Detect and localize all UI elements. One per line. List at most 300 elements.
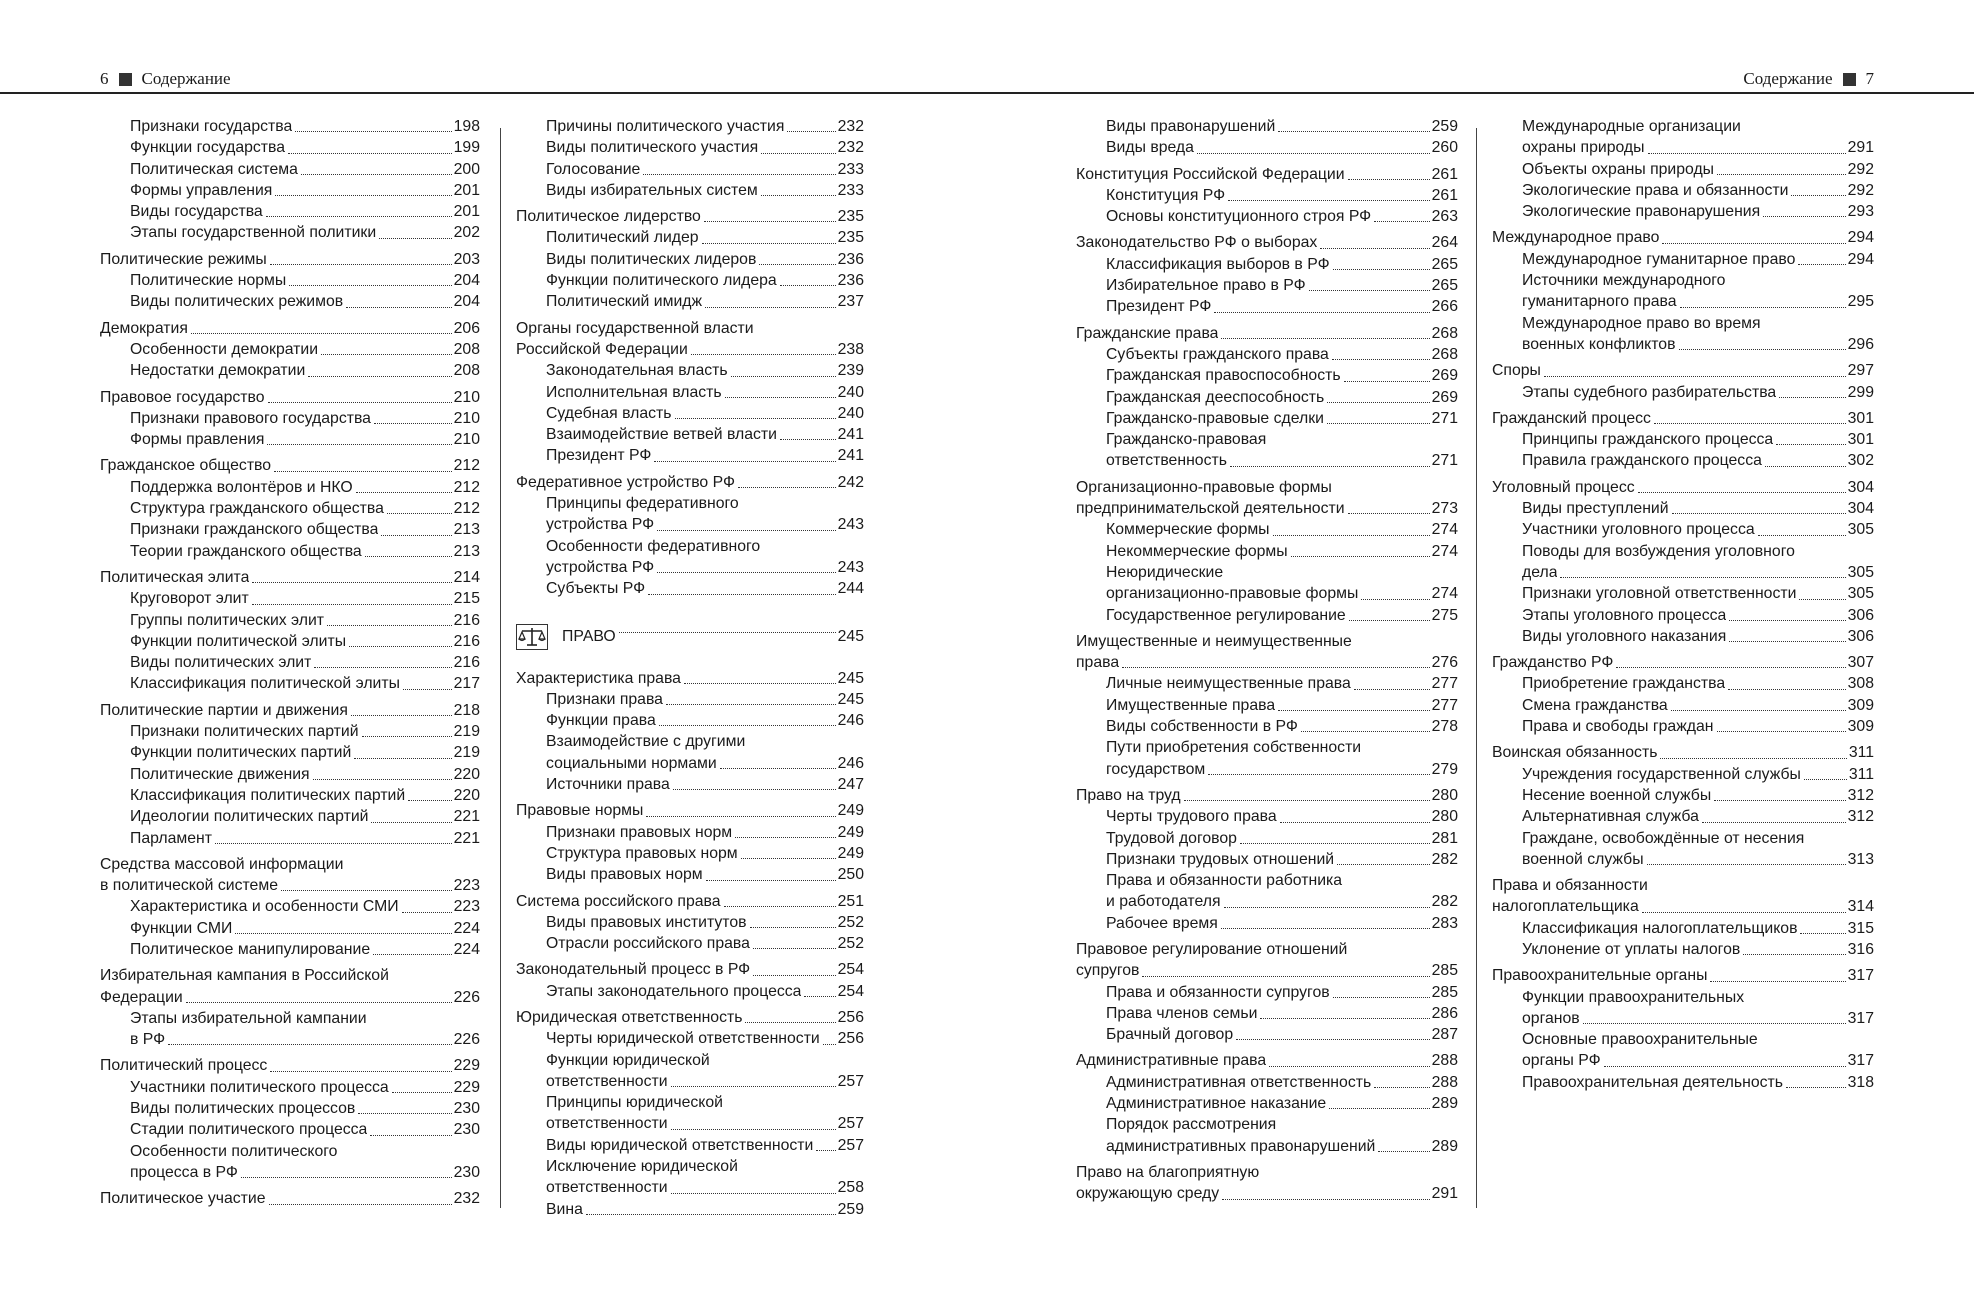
right-page-number: 7 xyxy=(1865,69,1874,88)
toc-entry-line[interactable]: Организационно-правовые формы xyxy=(1076,478,1332,496)
page-number: 280 xyxy=(1431,808,1458,826)
toc-subentry[interactable] xyxy=(1492,1072,1874,1093)
toc-subentry[interactable] xyxy=(100,742,480,763)
toc-subentry[interactable] xyxy=(516,710,864,731)
dot-leader xyxy=(684,683,836,684)
toc-subentry[interactable] xyxy=(100,222,480,243)
toc-subentry[interactable] xyxy=(516,981,864,1002)
toc-subentry-line[interactable]: Функции правоохранительных xyxy=(1522,988,1745,1006)
toc-entry[interactable] xyxy=(516,1007,864,1028)
dot-leader xyxy=(1273,535,1430,536)
toc-subentry-line[interactable]: Исключение юридической xyxy=(546,1158,738,1176)
dot-leader xyxy=(1236,1039,1430,1040)
toc-subentry[interactable] xyxy=(100,498,480,519)
toc-subentry[interactable] xyxy=(1492,291,1874,312)
toc-subentry[interactable] xyxy=(516,774,864,795)
toc-column-2 xyxy=(516,116,864,1220)
toc-subentry-line[interactable]: Принципы юридической xyxy=(546,1094,723,1112)
toc-entry[interactable] xyxy=(516,668,864,689)
toc-subentry[interactable] xyxy=(1076,891,1458,912)
toc-entry[interactable] xyxy=(516,472,864,493)
entry-title: Виды правовых норм xyxy=(546,866,703,884)
toc-subentry-line[interactable]: Принципы федеративного xyxy=(546,495,739,513)
toc-subentry[interactable] xyxy=(100,116,480,137)
entry-title: в РФ xyxy=(130,1031,166,1049)
page-number: 212 xyxy=(453,500,480,518)
toc-subentry-line[interactable]: Особенности политического xyxy=(130,1142,338,1160)
page-number: 294 xyxy=(1847,229,1874,247)
dot-leader xyxy=(1763,216,1845,217)
dot-leader xyxy=(1743,954,1845,955)
toc-subentry[interactable] xyxy=(516,1199,864,1220)
page-number: 312 xyxy=(1847,808,1874,826)
dot-leader xyxy=(1208,774,1429,775)
dot-leader xyxy=(241,1177,452,1178)
page-number: 257 xyxy=(837,1115,864,1133)
dot-leader xyxy=(673,789,836,790)
entry-title: Исполнительная власть xyxy=(546,383,722,401)
entry-title: социальными нормами xyxy=(546,754,717,772)
toc-subentry-line[interactable]: Пути приобретения собственности xyxy=(1106,739,1362,757)
toc-subentry[interactable] xyxy=(100,541,480,562)
toc-subentry[interactable] xyxy=(516,864,864,885)
toc-subentry[interactable] xyxy=(1492,450,1874,471)
toc-subentry[interactable] xyxy=(516,1135,864,1156)
page-number: 236 xyxy=(837,272,864,290)
toc-subentry[interactable] xyxy=(100,360,480,381)
entry-title: Виды юридической ответственности xyxy=(546,1136,814,1154)
toc-subentry[interactable] xyxy=(1076,759,1458,780)
entry-title: административных правонарушений xyxy=(1106,1137,1376,1155)
section-title: ПРАВО xyxy=(562,627,616,645)
entry-title: Признаки правового государства xyxy=(130,409,371,427)
section-heading[interactable] xyxy=(516,624,864,650)
page-number: 278 xyxy=(1431,718,1458,736)
toc-subentry[interactable] xyxy=(516,514,864,535)
toc-entry[interactable] xyxy=(100,318,480,339)
page-number: 210 xyxy=(453,431,480,449)
toc-subentry[interactable] xyxy=(1076,296,1458,317)
toc-subentry[interactable] xyxy=(516,445,864,466)
entry-title: Политическое участие xyxy=(100,1190,266,1208)
toc-subentry[interactable] xyxy=(1076,716,1458,737)
entry-title: Международное гуманитарное право xyxy=(1522,250,1796,268)
toc-entry[interactable] xyxy=(100,249,480,270)
page-number: 259 xyxy=(837,1200,864,1218)
toc-column-4 xyxy=(1492,116,1874,1093)
toc-entry[interactable] xyxy=(100,567,480,588)
toc-subentry[interactable] xyxy=(1076,982,1458,1003)
toc-subentry[interactable] xyxy=(516,843,864,864)
toc-subentry[interactable] xyxy=(1076,450,1458,471)
toc-entry[interactable] xyxy=(516,339,864,360)
toc-subentry[interactable] xyxy=(516,753,864,774)
toc-subentry[interactable] xyxy=(516,180,864,201)
dot-leader xyxy=(1214,312,1429,313)
dot-leader xyxy=(1654,423,1846,424)
entry-title: Воинская обязанность xyxy=(1492,744,1658,762)
toc-subentry[interactable] xyxy=(516,270,864,291)
page-number: 306 xyxy=(1847,627,1874,645)
entry-title: Гражданско-правовые сделки xyxy=(1106,409,1324,427)
toc-entry-line[interactable]: Имущественные и неимущественные xyxy=(1076,632,1352,650)
entry-title: Конституция Российской Федерации xyxy=(1076,165,1345,183)
page-number: 254 xyxy=(837,982,864,1000)
toc-subentry[interactable] xyxy=(100,137,480,158)
entry-title: Президент РФ xyxy=(546,447,652,465)
toc-subentry-line[interactable]: Функции юридической xyxy=(546,1051,710,1069)
toc-entry[interactable] xyxy=(1492,896,1874,917)
page-number: 314 xyxy=(1847,898,1874,916)
entry-title: Функции политической элиты xyxy=(130,632,347,650)
toc-subentry[interactable] xyxy=(100,159,480,180)
dot-leader xyxy=(1278,710,1430,711)
page-number: 301 xyxy=(1847,409,1874,427)
dot-leader xyxy=(370,1135,451,1136)
page-number: 268 xyxy=(1431,345,1458,363)
toc-entry[interactable] xyxy=(1076,232,1458,253)
dot-leader xyxy=(720,768,836,769)
toc-subentry[interactable] xyxy=(1492,849,1874,870)
toc-subentry[interactable] xyxy=(100,939,480,960)
toc-subentry[interactable] xyxy=(100,291,480,312)
toc-entry[interactable] xyxy=(516,891,864,912)
entry-title: Политическая система xyxy=(130,160,298,178)
toc-subentry[interactable] xyxy=(1076,605,1458,626)
toc-subentry[interactable] xyxy=(516,557,864,578)
toc-subentry[interactable] xyxy=(1076,206,1458,227)
toc-subentry[interactable] xyxy=(100,721,480,742)
toc-subentry[interactable] xyxy=(1492,939,1874,960)
toc-subentry[interactable] xyxy=(100,652,480,673)
toc-subentry[interactable] xyxy=(100,896,480,917)
toc-subentry[interactable] xyxy=(100,1077,480,1098)
toc-subentry[interactable] xyxy=(1076,408,1458,429)
toc-subentry[interactable] xyxy=(1492,334,1874,355)
toc-subentry-line[interactable]: Гражданско-правовая xyxy=(1106,431,1267,449)
toc-subentry[interactable] xyxy=(1492,429,1874,450)
dot-leader xyxy=(816,1150,835,1151)
toc-entry[interactable] xyxy=(1076,323,1458,344)
toc-subentry[interactable] xyxy=(1492,562,1874,583)
toc-entry[interactable] xyxy=(1492,408,1874,429)
toc-entry-line[interactable]: Средства массовой информации xyxy=(100,855,344,873)
toc-subentry[interactable] xyxy=(100,180,480,201)
page-number: 256 xyxy=(837,1030,864,1048)
entry-title: Участники политического процесса xyxy=(130,1078,389,1096)
toc-subentry[interactable] xyxy=(1076,185,1458,206)
toc-subentry[interactable] xyxy=(100,918,480,939)
toc-subentry[interactable] xyxy=(1492,159,1874,180)
toc-subentry[interactable] xyxy=(516,1177,864,1198)
toc-subentry[interactable] xyxy=(1492,918,1874,939)
toc-subentry[interactable] xyxy=(516,424,864,445)
toc-subentry[interactable] xyxy=(516,291,864,312)
dot-leader xyxy=(327,625,452,626)
entry-title: Признаки гражданского общества xyxy=(130,521,379,539)
toc-entry[interactable] xyxy=(516,800,864,821)
toc-entry[interactable] xyxy=(1076,960,1458,981)
toc-subentry[interactable] xyxy=(1492,764,1874,785)
toc-subentry[interactable] xyxy=(516,578,864,599)
toc-subentry[interactable] xyxy=(516,116,864,137)
toc-entry[interactable] xyxy=(100,987,480,1008)
dot-leader xyxy=(270,1071,451,1072)
toc-subentry[interactable] xyxy=(1492,382,1874,403)
toc-subentry[interactable] xyxy=(1076,673,1458,694)
toc-entry[interactable] xyxy=(516,959,864,980)
toc-subentry[interactable] xyxy=(100,785,480,806)
page-number: 236 xyxy=(837,250,864,268)
dot-leader xyxy=(1327,402,1429,403)
toc-entry[interactable] xyxy=(1076,1050,1458,1071)
toc-entry[interactable] xyxy=(1076,164,1458,185)
dot-leader xyxy=(659,725,836,726)
dot-leader xyxy=(314,667,451,668)
dot-leader xyxy=(761,195,836,196)
toc-subentry[interactable] xyxy=(1492,583,1874,604)
toc-subentry[interactable] xyxy=(1492,498,1874,519)
toc-subentry[interactable] xyxy=(100,828,480,849)
toc-subentry-line[interactable]: Взаимодействие с другими xyxy=(546,733,746,751)
toc-subentry[interactable] xyxy=(516,1113,864,1134)
toc-subentry[interactable] xyxy=(100,429,480,450)
toc-subentry[interactable] xyxy=(1076,828,1458,849)
dot-leader xyxy=(671,1086,836,1087)
toc-subentry[interactable] xyxy=(100,201,480,222)
toc-entry[interactable] xyxy=(1076,785,1458,806)
toc-subentry[interactable] xyxy=(1076,365,1458,386)
toc-subentry[interactable] xyxy=(516,227,864,248)
entry-title: налогоплательщика xyxy=(1492,898,1639,916)
toc-subentry[interactable] xyxy=(1076,541,1458,562)
toc-subentry[interactable] xyxy=(516,912,864,933)
page-number: 288 xyxy=(1431,1052,1458,1070)
toc-subentry[interactable] xyxy=(1076,913,1458,934)
toc-subentry[interactable] xyxy=(1076,1136,1458,1157)
toc-subentry[interactable] xyxy=(100,631,480,652)
entry-title: Теории гражданского общества xyxy=(130,542,362,560)
toc-entry[interactable] xyxy=(100,387,480,408)
toc-subentry-line[interactable]: Права и обязанности работника xyxy=(1106,872,1343,890)
page-number: 217 xyxy=(453,675,480,693)
toc-subentry[interactable] xyxy=(100,1119,480,1140)
toc-subentry[interactable] xyxy=(1492,673,1874,694)
toc-subentry[interactable] xyxy=(516,137,864,158)
toc-entry-line[interactable]: Права и обязанности xyxy=(1492,877,1648,895)
toc-subentry[interactable] xyxy=(1076,583,1458,604)
page-number: 317 xyxy=(1847,1052,1874,1070)
toc-subentry[interactable] xyxy=(100,588,480,609)
toc-subentry[interactable] xyxy=(516,249,864,270)
page-number: 315 xyxy=(1847,919,1874,937)
toc-subentry[interactable] xyxy=(1492,180,1874,201)
toc-entry[interactable] xyxy=(100,1055,480,1076)
toc-subentry[interactable] xyxy=(100,477,480,498)
entry-title: Несение военной службы xyxy=(1522,786,1712,804)
entry-title: Виды собственности в РФ xyxy=(1106,718,1298,736)
entry-title: Права и обязанности супругов xyxy=(1106,983,1330,1001)
dot-leader xyxy=(1280,822,1430,823)
toc-subentry[interactable] xyxy=(1076,254,1458,275)
dot-leader xyxy=(268,402,452,403)
toc-entry-line[interactable]: Избирательная кампания в Российской xyxy=(100,967,389,985)
toc-subentry-line[interactable]: Граждане, освобождённые от несения xyxy=(1522,829,1805,847)
toc-subentry[interactable] xyxy=(1076,806,1458,827)
toc-subentry[interactable] xyxy=(100,764,480,785)
page-number: 202 xyxy=(453,224,480,242)
dot-leader xyxy=(735,837,835,838)
toc-subentry[interactable] xyxy=(1076,116,1458,137)
entry-title: Характеристика и особенности СМИ xyxy=(130,898,399,916)
entry-title: Международное право xyxy=(1492,229,1660,247)
toc-subentry-line[interactable]: Международные организации xyxy=(1522,118,1741,135)
page-number: 282 xyxy=(1431,893,1458,911)
toc-entry[interactable] xyxy=(1492,965,1874,986)
toc-subentry[interactable] xyxy=(516,1028,864,1049)
toc-entry[interactable] xyxy=(1076,1183,1458,1204)
toc-subentry-line[interactable]: Международное право во время xyxy=(1522,314,1761,332)
toc-subentry[interactable] xyxy=(516,382,864,403)
dot-leader xyxy=(1348,179,1430,180)
toc-subentry[interactable] xyxy=(100,673,480,694)
page-number: 305 xyxy=(1847,563,1874,581)
toc-subentry[interactable] xyxy=(100,270,480,291)
page-number: 229 xyxy=(453,1057,480,1075)
dot-leader xyxy=(270,264,452,265)
toc-subentry[interactable] xyxy=(1492,785,1874,806)
toc-subentry[interactable] xyxy=(1492,249,1874,270)
toc-subentry-line[interactable]: Этапы избирательной кампании xyxy=(130,1009,367,1027)
toc-subentry-line[interactable]: Неюридические xyxy=(1106,563,1224,581)
toc-subentry[interactable] xyxy=(1492,626,1874,647)
toc-subentry[interactable] xyxy=(1076,849,1458,870)
toc-entry[interactable] xyxy=(1076,652,1458,673)
dot-leader xyxy=(1224,907,1430,908)
toc-subentry[interactable] xyxy=(100,408,480,429)
toc-subentry[interactable] xyxy=(1076,275,1458,296)
toc-entry[interactable] xyxy=(516,206,864,227)
entry-title: Черты юридической ответственности xyxy=(546,1030,820,1048)
toc-entry[interactable] xyxy=(100,455,480,476)
entry-title: Приобретение гражданства xyxy=(1522,675,1726,693)
entry-title: Голосование xyxy=(546,160,641,178)
toc-subentry[interactable] xyxy=(1076,1003,1458,1024)
toc-entry[interactable] xyxy=(100,700,480,721)
entry-title: Правовые нормы xyxy=(516,802,644,820)
toc-subentry[interactable] xyxy=(1076,695,1458,716)
toc-subentry[interactable] xyxy=(1492,716,1874,737)
toc-subentry-line[interactable]: Основные правоохранительные xyxy=(1522,1031,1758,1049)
toc-subentry[interactable] xyxy=(1492,201,1874,222)
dot-leader xyxy=(1671,710,1846,711)
toc-subentry[interactable] xyxy=(1076,1072,1458,1093)
toc-subentry-line[interactable]: Порядок рассмотрения xyxy=(1106,1116,1277,1134)
toc-subentry-line[interactable]: Особенности федеративного xyxy=(546,537,761,555)
dot-leader xyxy=(313,779,452,780)
toc-subentry[interactable] xyxy=(516,403,864,424)
toc-subentry[interactable] xyxy=(100,519,480,540)
toc-subentry[interactable] xyxy=(1492,1050,1874,1071)
page-number: 245 xyxy=(837,627,864,645)
toc-subentry-line[interactable]: Источники международного xyxy=(1522,272,1726,290)
toc-subentry[interactable] xyxy=(100,1162,480,1183)
toc-subentry[interactable] xyxy=(516,822,864,843)
toc-entry[interactable] xyxy=(1492,742,1874,763)
page-number: 291 xyxy=(1431,1185,1458,1203)
page-number: 249 xyxy=(837,823,864,841)
toc-subentry[interactable] xyxy=(1492,806,1874,827)
toc-subentry[interactable] xyxy=(1076,519,1458,540)
toc-subentry[interactable] xyxy=(100,1098,480,1119)
toc-subentry[interactable] xyxy=(1076,344,1458,365)
toc-subentry[interactable] xyxy=(100,806,480,827)
entry-title: Федеративное устройство РФ xyxy=(516,473,735,491)
page-number: 252 xyxy=(837,913,864,931)
toc-subentry[interactable] xyxy=(1076,1093,1458,1114)
toc-subentry[interactable] xyxy=(516,689,864,710)
entry-title: Российской Федерации xyxy=(516,340,688,358)
toc-subentry[interactable] xyxy=(516,360,864,381)
toc-entry-line[interactable]: Органы государственной власти xyxy=(516,319,754,337)
page-number: 198 xyxy=(453,118,480,135)
toc-entry[interactable] xyxy=(100,1188,480,1209)
dot-leader xyxy=(1798,264,1845,265)
toc-subentry[interactable] xyxy=(1492,137,1874,158)
toc-entry-line[interactable]: Право на благоприятную xyxy=(1076,1163,1260,1181)
page-number: 224 xyxy=(453,940,480,958)
toc-entry[interactable] xyxy=(1492,227,1874,248)
toc-subentry[interactable] xyxy=(1076,387,1458,408)
toc-subentry[interactable] xyxy=(100,1029,480,1050)
toc-subentry-line[interactable]: Поводы для возбуждения уголовного xyxy=(1522,542,1795,560)
dot-leader xyxy=(186,1002,452,1003)
toc-subentry[interactable] xyxy=(100,339,480,360)
entry-title: Виды политических режимов xyxy=(130,293,344,311)
toc-entry[interactable] xyxy=(100,875,480,896)
toc-entry[interactable] xyxy=(1492,652,1874,673)
page-number: 204 xyxy=(453,293,480,311)
page-number: 221 xyxy=(453,808,480,826)
entry-title: Избирательное право в РФ xyxy=(1106,277,1306,295)
column-divider xyxy=(500,128,501,1208)
toc-subentry[interactable] xyxy=(1076,1024,1458,1045)
toc-subentry[interactable] xyxy=(516,1071,864,1092)
entry-title: Виды государства xyxy=(130,203,263,221)
toc-entry-line[interactable]: Правовое регулирование отношений xyxy=(1076,940,1348,958)
entry-title: устройства РФ xyxy=(546,516,655,534)
entry-title: Государственное регулирование xyxy=(1106,606,1346,624)
toc-subentry[interactable] xyxy=(1492,519,1874,540)
dot-leader xyxy=(1184,800,1430,801)
toc-subentry[interactable] xyxy=(1492,1008,1874,1029)
toc-entry[interactable] xyxy=(1492,477,1874,498)
toc-subentry[interactable] xyxy=(516,933,864,954)
toc-entry[interactable] xyxy=(1492,360,1874,381)
toc-subentry[interactable] xyxy=(516,159,864,180)
toc-subentry[interactable] xyxy=(1492,695,1874,716)
entry-title: Субъекты РФ xyxy=(546,580,646,598)
dot-leader xyxy=(1344,381,1430,382)
dot-leader xyxy=(646,816,835,817)
entry-title: гуманитарного права xyxy=(1522,293,1677,311)
toc-subentry[interactable] xyxy=(100,610,480,631)
toc-entry[interactable] xyxy=(1076,498,1458,519)
dot-leader xyxy=(1221,928,1430,929)
toc-subentry[interactable] xyxy=(1076,137,1458,158)
page-number: 269 xyxy=(1431,388,1458,406)
toc-subentry[interactable] xyxy=(1492,605,1874,626)
